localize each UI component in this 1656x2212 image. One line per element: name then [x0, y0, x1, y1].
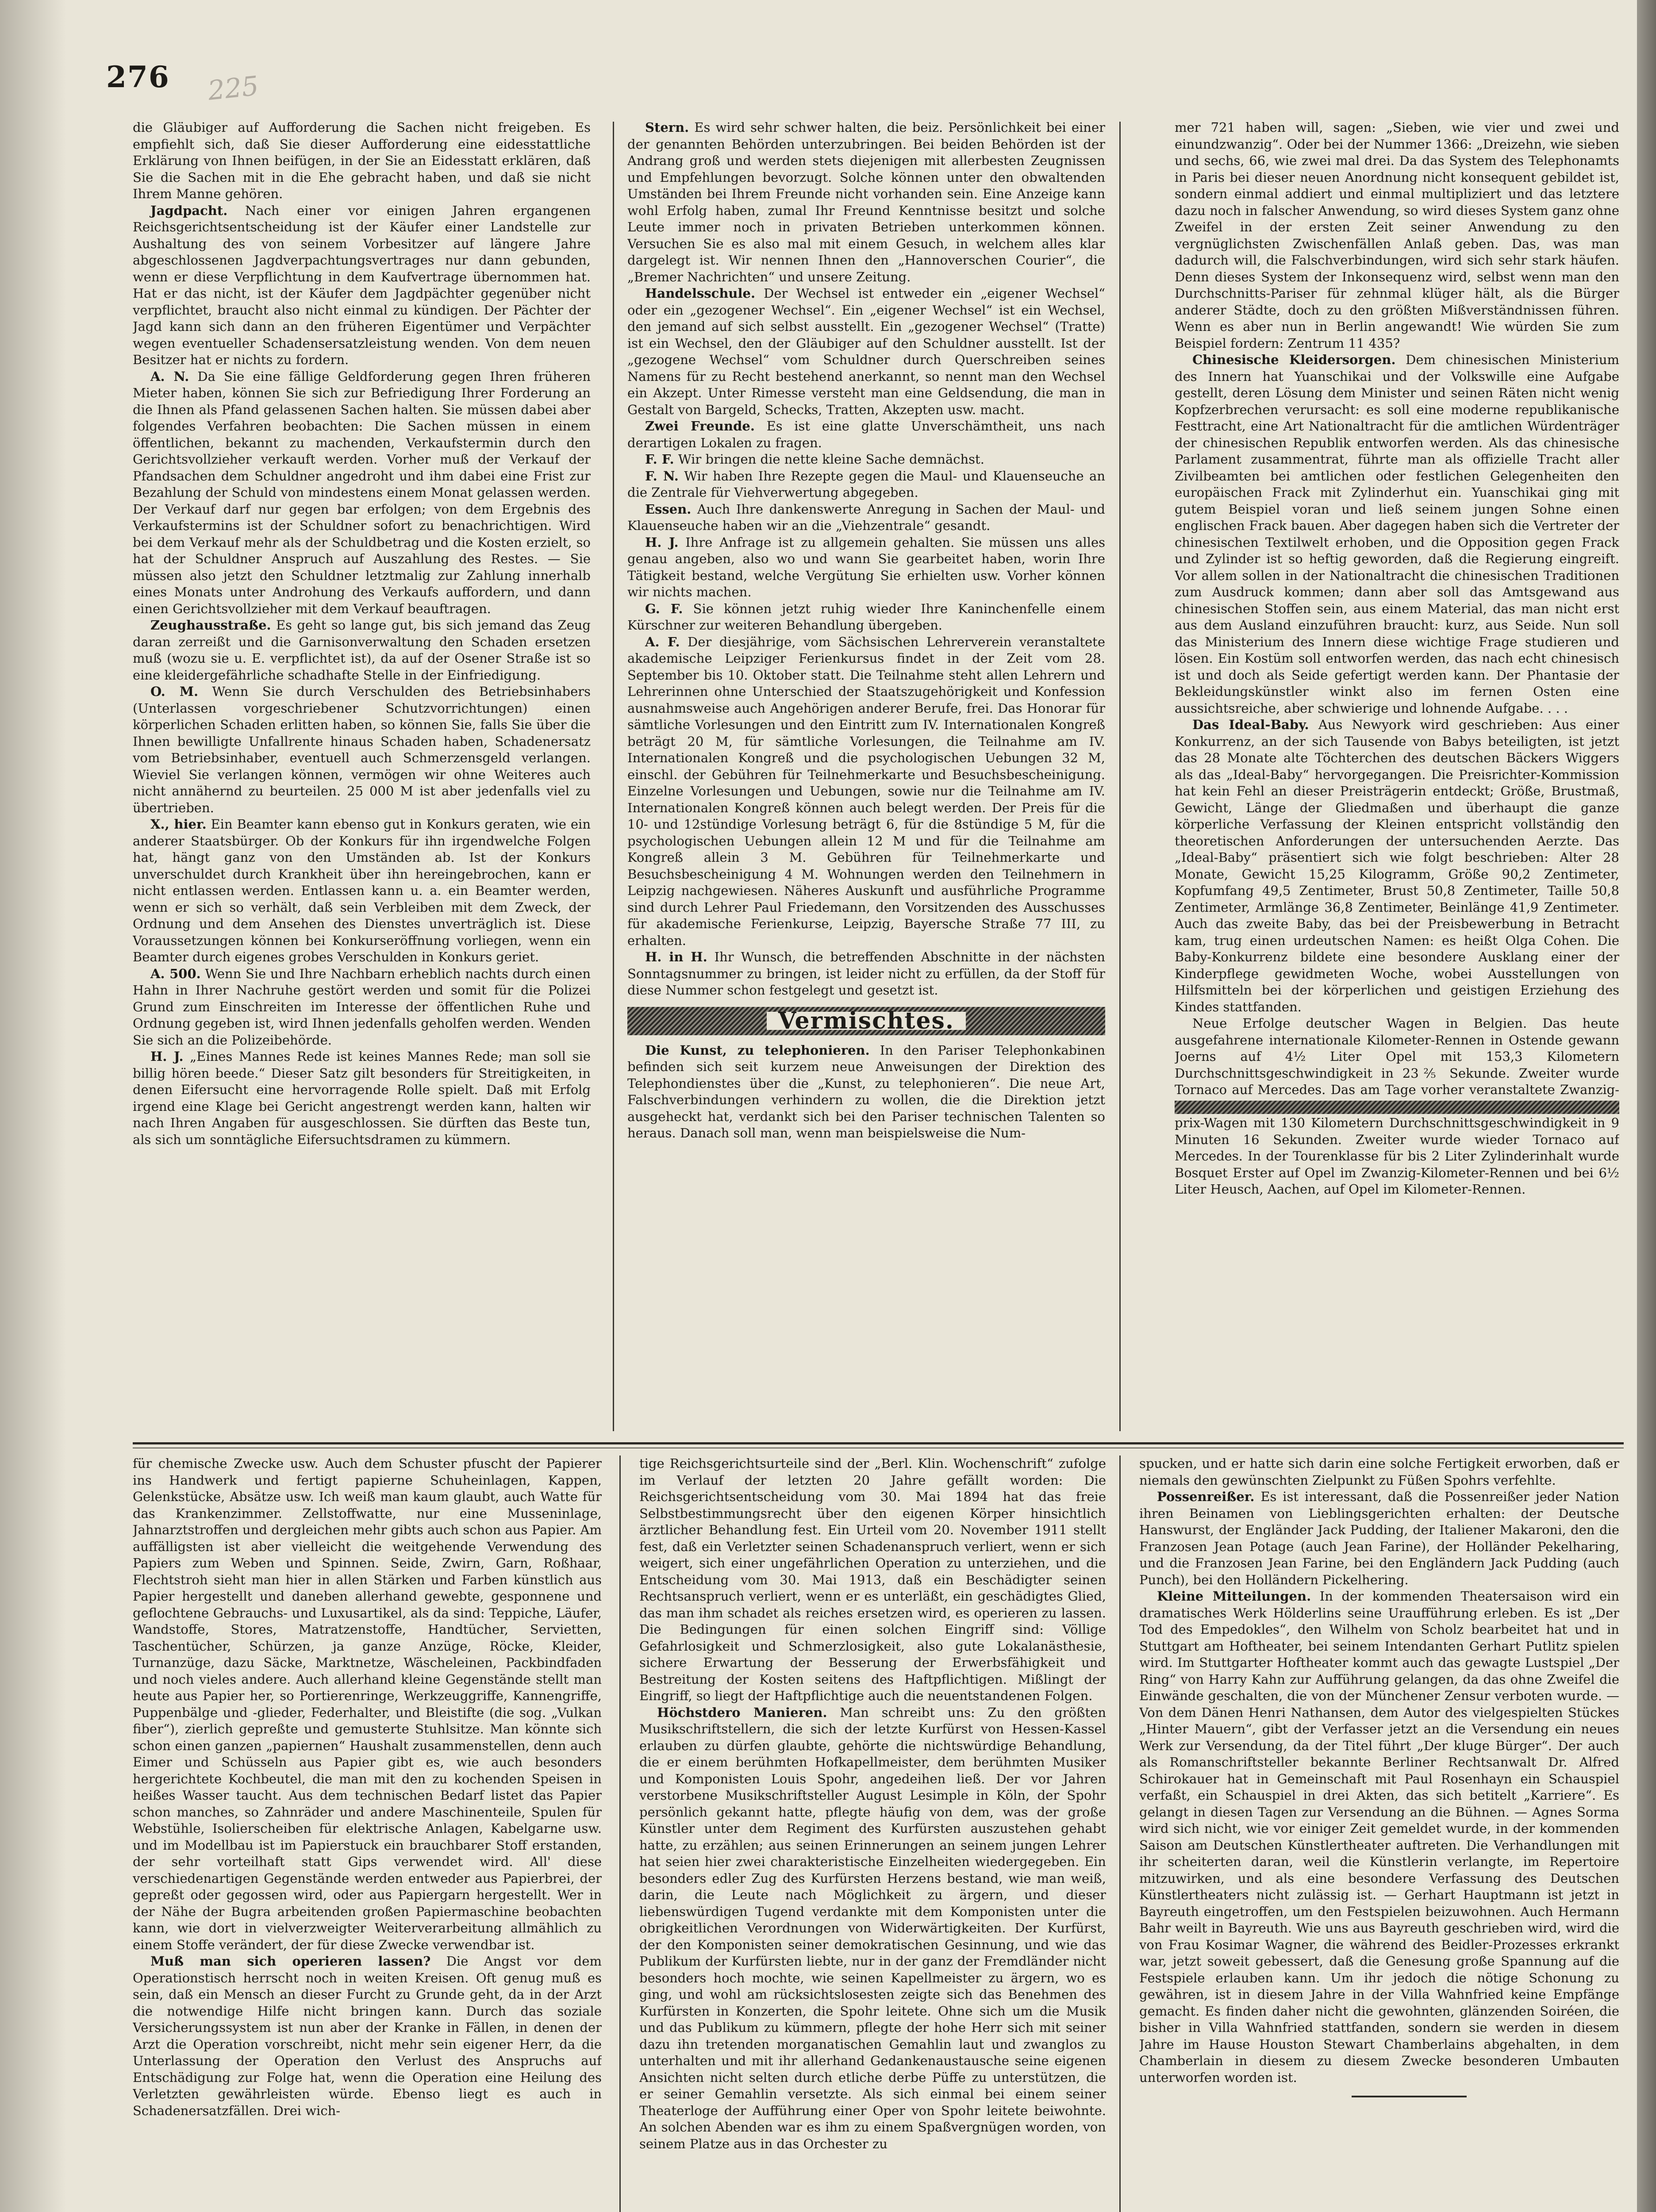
article-paragraph	[627, 468, 1105, 501]
lower-right-stream	[1139, 1455, 1619, 2086]
upper-left-column	[133, 119, 591, 1385]
paragraph-lead: Zwei Freunde.	[645, 419, 755, 434]
paragraph-lead: O. M.	[150, 684, 199, 699]
article-paragraph	[627, 285, 1105, 418]
article-paragraph	[627, 451, 1105, 468]
paragraph-text: mer 721 haben will, sagen: „Sieben, wie vier und zwei und einundzwanzig“. Oder bei der Nummer 1366: „Dreizehn, wie sieben und sechs, 66, wie zwei mal drei. Da das System des Telephonamts in Paris bei dieser neuen Anordnung nicht konsequent gebildet ist, sondern einmal addiert und einmal multipliziert und das letztere dazu noch in falscher Anwendung, so wird dieses System ganz ohne Zweifel in der ersten Zeit seiner Anwendung zu den vergnüglichsten Zwischenfällen Anlaß geben. Das, was man dadurch will, die Falschverbindungen, wird sich sehr stark häufen. Denn dieses System der Inkonsequenz wird, selbst wenn man den Durchschnitts-Pariser für zehnmal klüger hält, als die Bürger anderer Städte, doch zu den größten Mißverständnissen führen. Wenn es aber nun in Berlin angewandt! Wie würden Sie zum Beispiel fordern: Zentrum 11 435?	[1175, 120, 1619, 351]
paragraph-lead: Chinesische Kleidersorgen.	[1192, 352, 1396, 367]
article-paragraph	[133, 966, 591, 1049]
article-paragraph	[133, 1953, 602, 2119]
article-paragraph	[1175, 352, 1619, 717]
vermischtes-heading	[627, 1007, 1105, 1035]
column-rule-2	[1119, 122, 1121, 1431]
column-rule-1	[613, 122, 614, 1431]
article-paragraph	[133, 369, 591, 618]
article-paragraph	[627, 501, 1105, 534]
paragraph-text: Da Sie eine fällige Geldforderung gegen Ihren früheren Mieter haben, können Sie sich zur Befriedigung Ihrer Forderung an die Ihnen als Pfand gelassenen Sachen halten. Sie müssen dabei aber folgendes Verfahren beobachten: Die Sachen müssen in einem öffentlichen, bekannt zu machenden, Verkaufstermin durch den Gerichtsvollzieher verkauft werden. Vorher muß der Verkauf der Pfandsachen dem Schuldner angedroht und ihm dabei eine Frist zur Bezahlung der Schuld von mindestens einem Monat gelassen werden. Der Verkauf darf nur gegen bar erfolgen; von dem Ergebnis des Verkaufstermins ist der Schuldner sofort zu benachrichtigen. Wird bei dem Verkauf mehr als der Schuldbetrag und die Kosten erzielt, so hat der Schuldner Anspruch auf Auszahlung des Restes. — Sie müssen also jetzt den Schuldner letztmalig zur Zahlung innerhalb eines Monats unter Androhung des Verkaufs auffordern, und dann einen Gerichtsvollzieher mit dem Verkauf beauftragen.	[133, 369, 591, 616]
paragraph-lead: Handelsschule.	[645, 286, 756, 301]
upper-right-column	[1175, 119, 1619, 1420]
article-paragraph	[133, 1455, 602, 1953]
paragraph-lead: Essen.	[645, 501, 692, 517]
paragraph-text: spucken, und er hatte sich darin eine solche Fertigkeit erworben, daß er niemals den gewünschten Zielpunkt zu Füßen Spohrs verfehlte.	[1139, 1456, 1619, 1488]
paragraph-text: Der diesjährige, vom Sächsischen Lehrerverein veranstaltete akademische Leipziger Ferienkursus findet in der Zeit vom 28. September bis 10. Oktober statt. Die Teilnahme steht allen Lehrern und Lehrerinnen ohne Unterschied der Staatszugehörigkeit und Konfession ausnahmsweise auch Angehörigen anderer Berufe, frei. Das Honorar für sämtliche Vorlesungen und den Eintritt zum IV. Internationalen Kongreß beträgt 20 M, für sämtliche Vorlesungen, die Teilnahme am IV. Internationalen Kongreß und die psychologischen Uebungen 32 M, einschl. der Gebühren für Teilnehmerkarte und Besuchsbescheinigung. Einzelne Vorlesungen und Uebungen, sowie nur die Teilnahme am IV. Internationalen Kongreß können auch belegt werden. Der Preis für die 10- und 12stündige Vorlesung beträgt 6, für die 8stündige 5 M, für die psychologischen Uebungen allein 12 M und für die Teilnahme am Kongreß allein 3 M. Gebühren für Teilnehmerkarte und Besuchsbescheinigung 4 M. Wohnungen werden den Teilnehmern in Leipzig nachgewiesen. Näheres Auskunft und ausführliche Programme sind durch Lehrer Paul Friedemann, den Vorsitzenden des Ausschusses für akademische Ferienkurse, Leipzig, Bayersche Straße 77 III, zu erhalten.	[627, 634, 1105, 948]
answers-stream	[627, 119, 1105, 999]
article-paragraph	[627, 601, 1105, 634]
end-rule	[1352, 2096, 1467, 2097]
paragraph-lead: H. J.	[645, 534, 679, 550]
paragraph-text: Es ist interessant, daß die Possenreißer jeder Nation ihren Beinamen von Lieblingsgerichten erhalten: der Deutsche Hanswurst, der Engländer Jack Pudding, der Italiener Makaroni, den die Franzosen Jean Potage (auch Jean Farine), der Holländer Pekelharing, und die Franzosen Jean Farine, bei den Engländern Jack Pudding (auch Punch), bei den Holländern Pickelhering.	[1139, 1489, 1619, 1587]
telephone-article	[627, 1042, 1105, 1142]
paragraph-lead: Jagdpacht.	[150, 203, 228, 218]
paragraph-lead: Muß man sich operieren lassen?	[150, 1954, 431, 1969]
article-paragraph	[1139, 1588, 1619, 2086]
paragraph-text: In der kommenden Theatersaison wird ein dramatisches Werk Hölderlins seine Uraufführung erleben. Es ist „Der Tod des Empedokles“, den Wilhelm von Scholz bearbeitet hat und in Stuttgart am Hoftheater, bei seinem Intendanten Gerhart Putlitz spielen wird. Im Stuttgarter Hoftheater kommt auch das gewagte Lustspiel „Der Ring“ von Harry Kahn zur Aufführung gelangen, da das ohne Zweifel die Einwände geschalten, die von der Münchener Zensur verboten wurde. — Von dem Dänen Henri Nathansen, dem Autor des vielgespielten Stückes „Hinter Mauern“, gibt der Verfasser jetzt an die Versendung ein neues Werk zur Versendung, da der Titel führt „Der kluge Bürger“. Der auch als Romanschriftsteller bekannte Berliner Rechtsanwalt Dr. Alfred Schirokauer hat in Gemeinschaft mit Paul Rosenhayn ein Schauspiel verfaßt, ein Schauspiel in drei Akten, das sich betitelt „Karriere“. Es gelangt in diesen Tagen zur Versendung an die Bühnen. — Agnes Sorma wird sich nicht, wie vor einiger Zeit gemeldet wurde, in der kommenden Saison am Deutschen Künstlertheater auftreten. Die Verhandlungen mit ihr scheiterten daran, weil die Künstlerin verlangte, im Repertoire mitzuwirken, und als eine besondere Verfassung des Deutschen Künstlertheaters nicht zulässig ist. — Gerhart Hauptmann ist jetzt in Bayreuth eingetroffen, um den Festspielen beizuwohnen. Auch Hermann Bahr weilt in Bayreuth. Wie uns aus Bayreuth geschrieben wird, wird die von Frau Kosimar Wagner, die während des Beidler-Prozesses erkrankt war, jetzt soweit gebessert, daß die Genesung große Spannung auf die Festspiele erlauben kann. Um ihr jedoch die nötige Schonung zu gewähren, ist in diesem Jahre in der Villa Wahnfried keine Empfänge gemacht. Es finden daher nicht die gewohnten, glänzenden Soiréen, die bisher in Villa Wahnfried stattfanden, sondern sie werden in diesem Jahre im Hause Houston Stewart Chamberlains abgehalten, in dem Chamberlain in diesem zu diesem Zwecke besonderen Umbauten unterworfen worden ist.	[1139, 1589, 1619, 2085]
paragraph-text: Man schreibt uns: Zu den größten Musikschriftstellern, die sich der letzte Kurfürst von Hessen-Kassel erlauben zu dürfen glaubte, gehörte die nichtswürdige Behandlung, die er einem berühmten Hofkapellmeister, dem berühmten Musiker und Komponisten Louis Spohr, angedeihen ließ. Der vor Jahren verstorbene Musikschriftsteller August Lesimple in Köln, der Spohr persönlich gekannt hatte, pflegte häufig von dem, was der große Künstler unter dem Regiment des Kurfürsten auszustehen gehabt hatte, zu erzählen; aus seinen Erinnerungen an seinem jungen Lehrer hat seien hier zwei charakteristische Einzelheiten wiedergegeben. Ein besonders edler Zug des Kurfürsten Herzens bestand, wie man weiß, darin, die Leute nach Möglichkeit zu ärgern, und dieser liebenswürdigen Tugend verdankte mit dem Komponisten unter die obrigkeitlichen Verordnungen von Widerwärtigkeiten. Der Kurfürst, der den Komponisten seiner demokratischen Gesinnung, und wie das Publikum der Kurfürsten liebte, nur in der ganz der Fremdländer nicht besonders hoch mochte, wie seinen Kapellmeister zu ärgern, wo es ging, und wohl am rücksichtslosesten zeigte sich das Benehmen des Kurfürsten in Konzerten, die Spohr leitete. Ohne sich um die Musik und das Publikum zu kümmern, pflegte der hohe Herr sich mit seiner dazu ihn tretenden morganatischen Gemahlin laut und zwanglos zu unterhalten und mit ihr allerhand Gedankenaustausche seine eigenen Ansichten nicht selten durch etliche derbe Püffe zu unterstützen, die er seiner Gemahlin versetzte. Als sich einmal bei einem seiner Theaterloge der Aufführung einer Oper von Spohr leitete beiwohnte. An solchen Abenden war es ihm zu einem Spaßvergnügen worden, von seinem Platze aus in das Orchester zu	[639, 1705, 1106, 2151]
paragraph-lead: H. J.	[150, 1049, 184, 1064]
article-paragraph	[639, 1455, 1106, 1705]
vermischtes-title: Vermischtes.	[767, 1012, 966, 1030]
pencil-mark: 225	[206, 70, 260, 107]
paragraph-text: Wenn Sie durch Verschulden des Betriebsinhabers (Unterlassen vorgeschriebener Schutzvorrichtungen) einen körperlichen Schaden erlitten haben, so können Sie, falls Sie über die Ihnen bewilligte Unfallrente hinaus Schaden haben, Schadenersatz vom Betriebsinhaber, eventuell auch Schmerzensgeld verlangen. Wieviel Sie verlangen können, vermögen wir ohne Weiteres auch nicht annähernd zu beurteilen. 25 000 M ist aber jedenfalls viel zu übertrieben.	[133, 684, 591, 815]
article-paragraph	[133, 119, 591, 203]
article-paragraph	[133, 684, 591, 816]
paragraph-lead: F. N.	[645, 468, 679, 484]
article-paragraph	[627, 949, 1105, 999]
section-divider	[133, 1442, 1624, 1444]
article-paragraph	[627, 119, 1105, 285]
paragraph-text: In den Pariser Telephonkabinen befinden sich seit kurzem neue Anweisungen der Direktion des Telephondienstes über die „Kunst, zu telephonieren“. Die neue Art, Falschverbindungen verhindern zu wollen, die die Direktion jetzt ausgeheckt hat, verdankt sich bei den Pariser technischen Talenten so heraus. Danach soll man, wenn man beispielsweise die Num-	[627, 1042, 1105, 1141]
paragraph-lead: A. 500.	[150, 966, 201, 981]
article-paragraph	[133, 203, 591, 369]
article-paragraph	[1139, 1455, 1619, 1489]
paragraph-lead: G. F.	[645, 601, 683, 616]
article-paragraph	[627, 534, 1105, 601]
paragraph-lead: Stern.	[645, 120, 689, 135]
paragraph-text: Es ist eine glatte Unverschämtheit, uns nach derartigen Lokalen zu fragen.	[627, 419, 1105, 450]
paragraph-text: Ihr Wunsch, die betreffenden Abschnitte in der nächsten Sonntagsnummer zu bringen, ist leider nicht zu erfüllen, da der Stoff für diese Nummer schon festgelegt und gesetzt ist.	[627, 949, 1105, 998]
paragraph-text: Dem chinesischen Ministerium des Innern hat Yuanschikai und der Volkswille eine Aufgabe gestellt, deren Lösung dem Minister und seinen Räten nicht wenig Kopfzerbrechen verursacht: es soll eine moderne republikanische Festtracht, eine Art Nationaltracht für die amtlichen Würdenträger der chinesischen Republik entworfen werden. Als das chinesische Parlament zusammentrat, führte man als offizielle Tracht aller Zivilbeamten bei amtlichen oder festlichen Gelegenheiten den europäischen Frack mit Zylinderhut ein. Yuanschikai ging mit gutem Beispiel voran und ließ seinem jungen Sohne einen englischen Frack bauen. Aber dagegen haben sich die Vertreter der chinesischen Textilwelt erhoben, und die Opposition gegen Frack und Zylinder ist so heftig geworden, daß die Regierung eingreift. Vor allem sollen in der Nationaltracht die chinesischen Traditionen zum Ausdruck kommen; dann aber soll das Amtsgewand aus chinesischen Stoffen sein, aus einem Material, das man nicht erst aus dem Ausland einzuführen braucht: kurz, aus Seide. Nun soll das Ministerium des Innern diese wichtige Frage studieren und lösen. Ein Kostüm soll entworfen werden, das nach echt chinesisch ist und doch als Seide gefertigt werden kann. Der Phantasie der Bekleidungskünstler winkt also im fernen Osten eine aussichtsreiche, aber schwierige und lohnende Aufgabe. . . .	[1175, 352, 1619, 716]
spine-shadow	[0, 0, 66, 2212]
paragraph-lead: X., hier.	[150, 817, 207, 832]
paragraph-lead: F. F.	[645, 452, 674, 467]
paragraph-text: Wenn Sie und Ihre Nachbarn erheblich nachts durch einen Hahn in Ihrer Nachruhe gestört werden und somit für die Polizei Grund zum Einschreiten im Interesse der öffentlichen Ruhe und Ordnung gegeben ist, wird Ihnen jedenfalls geholfen werden. Wenden Sie sich an die Polizeibehörde.	[133, 966, 591, 1048]
paragraph-text: Aus Newyork wird geschrieben: Aus einer Konkurrenz, an der sich Tausende von Babys beteiligten, ist jetzt das 28 Monate alte Töchterchen des deutschen Bäckers Wiggers als das „Ideal-Baby“ hervorgegangen. Die Preisrichter-Kommission hat kein Fehl an dieser Preisträgerin entdeckt; Größe, Brustmaß, Gewicht, Länge der Gliedmaßen und überhaupt die ganze körperliche Verfassung der Kleinen entspricht vollständig den theoretischen Anforderungen der untersuchenden Aerzte. Das „Ideal-Baby“ präsentiert sich wie folgt beschrieben: Alter 28 Monate, Gewicht 15,25 Kilogramm, Größe 90,2 Zentimeter, Kopfumfang 49,5 Zentimeter, Brust 50,8 Zentimeter, Taille 50,8 Zentimeter, Armlänge 36,8 Zentimeter, Beinlänge 41,9 Zentimeter. Auch das zweite Baby, das bei der Preisbewerbung in Betracht kam, trug einen urdeutschen Namen: es heißt Olga Cohen. Die Baby-Konkurrenz bildete eine besondere Ausklang einer der Kinderpflege gewidmeten Woche, wobei Ausstellungen von Hilfsmitteln bei der körperlichen und geistigen Erziehung des Kindes stattfanden.	[1175, 717, 1619, 1014]
page-number: 276	[106, 60, 170, 94]
paragraph-text: Sie können jetzt ruhig wieder Ihre Kaninchenfelle einem Kürschner zur weiteren Behandlung übergeben.	[627, 601, 1105, 633]
lower-middle-column	[639, 1455, 1106, 2212]
paragraph-text: tige Reichsgerichtsurteile sind der „Berl. Klin. Wochenschrift“ zufolge im Verlauf der letzten 20 Jahre gefällt worden: Die Reichsgerichtsentscheidung vom 30. Mai 1894 hat das freie Selbstbestimmungsrecht über den eigenen Körper hinsichtlich ärztlicher Behandlung fest. Ein Urteil vom 20. November 1911 stellt fest, daß ein Verletzter seinen Schadenanspruch verliert, wenn er sich weigert, sich einer ungefährlichen Operation zu unterziehen, und die Entscheidung vom 30. Mai 1913, daß ein Beschädigter seinen Rechtsanspruch verliert, wenn er es unterläßt, ein geschädigtes Glied, das man ihm schadet als reiches ersetzen wird, es operieren zu lassen. Die Bedingungen für einen solchen Eingriff sind: Völlige Gefahrlosigkeit und Schmerzlosigkeit, also gute Lokalanästhesie, sichere Erwartung der Besserung der Erwerbsfähigkeit und Bestreitung der Kosten seitens des Haftpflichtigen. Mißlingt der Eingriff, so liegt der Haftpflichtige auch die neuentstandenen Folgen.	[639, 1456, 1106, 1703]
article-paragraph	[133, 816, 591, 966]
paragraph-text: „Eines Mannes Rede ist keines Mannes Rede; man soll sie billig hören beede.“ Dieser Satz gilt besonders für Streitigkeiten, in denen Eifersucht eine hervorragende Rolle spielt. Daß mit Erfolg irgend eine Klage bei Gericht angestrengt werden kann, halten wir nach Ihren Angaben für ausgeschlossen. Sie dürften das Beste tun, als sich um sonntägliche Eifersuchtsdramen zu kümmern.	[133, 1049, 591, 1147]
paragraph-text: Wir bringen die nette kleine Sache demnächst.	[678, 452, 984, 467]
column-rule-4	[1119, 1455, 1121, 2212]
decorative-band	[1175, 1101, 1619, 1114]
paragraph-lead: H. in H.	[645, 949, 707, 964]
lower-left-column	[133, 1455, 602, 2212]
paragraph-text: Wir haben Ihre Rezepte gegen die Maul- und Klauenseuche an die Zentrale für Viehverwertung abgegeben.	[627, 468, 1105, 500]
article-paragraph	[627, 634, 1105, 949]
article-paragraph	[133, 617, 591, 684]
paragraph-text: Ein Beamter kann ebenso gut in Konkurs geraten, wie ein anderer Staatsbürger. Ob der Konkurs für ihn irgendwelche Folgen hat, hängt ganz von den Umständen ab. Ist der Konkurs unverschuldet durch Krankheit über ihn hereingebrochen, kann er nicht entlassen werden. Entlassen kann u. a. ein Beamter werden, wenn er sich so verhält, daß sein Verbleiben mit dem Zweck, der Ordnung und dem Ansehen des Dienstes unverträglich ist. Diese Voraussetzungen können bei Konkurseröffnung vorliegen, wenn ein Beamter durch eigenes grobes Verschulden in Konkurs geriet.	[133, 817, 591, 964]
paragraph-text: Die Angst vor dem Operationstisch herrscht noch in weiten Kreisen. Oft genug muß es sein, daß ein Mensch an dieser Furcht zu Grunde geht, da in der Arzt die notwendige Hilfe nicht bringen kann. Durch das soziale Versicherungssystem ist nun aber der Kranke in Fällen, in denen der Arzt die Operation vorschreibt, nicht mehr sein eigener Herr, da die Unterlassung der Operation den Verlust des Anspruchs auf Entschädigung zur Folge hat, wenn die Operation eine Heilung des Verletzten gewährleisten würde. Ebenso liegt es auch in Schadenersatzfällen. Drei wich-	[133, 1954, 602, 2118]
article-paragraph	[1175, 119, 1619, 352]
upper-middle-column	[627, 119, 1105, 1436]
article-paragraph	[627, 1042, 1105, 1142]
paragraph-lead: Kleine Mitteilungen.	[1157, 1589, 1311, 1604]
page-edge	[1637, 0, 1656, 2212]
paragraph-text: für chemische Zwecke usw. Auch dem Schuster pfuscht der Papierer ins Handwerk und fertigt papierne Schuheinlagen, Kappen, Gelenkstücke, Absätze usw. Ich weiß man kaum glaubt, auch Watte für das Krankenzimmer. Zellstoffwatte, nur eine Musseninlage, Jahnarztstroffen und dergleichen mehr gibts auch schon aus Papier. Am auffälligsten ist aber vielleicht die weitgehende Verwendung des Papiers zum Weben und Spinnen. Seide, Zwirn, Garn, Roßhaar, Flechtstroh sieht man hier in allen Stärken und Farben künstlich aus Papier hergestellt und daneben allerhand gewebte, gesponnene und geflochtene Gebrauchs- und Luxusartikel, als da sind: Teppiche, Läufer, Wandstoffe, Stores, Matratzenstoffe, Handtücher, Servietten, Taschentücher, Schürzen, ja ganze Anzüge, Röcke, Kleider, Turnanzüge, dazu Säcke, Marktnetze, Wäscheleinen, Packbindfaden und noch vieles andere. Auch allerhand kleine Gegenstände stellt man heute aus Papier her, so Portierenringe, Werkzeuggriffe, Kannengriffe, Puppenbälge und -glieder, Federhalter, und Bleistifte (die sog. „Vulkan fiber“), zierlich gepreßte und gemusterte Stuhlsitze. Man könnte sich schon einen ganzen „papiernen“ Haushalt zusammenstellen, denn auch Eimer und Schüsseln aus Papier gibt es, wie auch besonders hergerichtete Kochbeutel, die man mit den zu kochenden Speisen in heißes Wasser taucht. Aus dem technischen Bedarf listet das Papier schon manches, so Zahnräder und andere Maschinenteile, Spulen für Webstühle, Isolierscheiben für elektrische Anlagen, Kabelgarne usw. und im Modellbau ist im Papierstuck ein brauchbarer Stoff erstanden, der sehr vorteilhaft statt Gips verwendet wird. All' diese verschiedenartigen Gegenstände werden entweder aus Papierbrei, der gepreßt oder gegossen wird, oder aus Papiergarn hergestellt. Wer in der Nähe der Bugra arbeitenden großen Papiermaschine beobachten kann, wie dort in vielverzweigter Weiterverarbeitung allmählich zu einem Stoffe verändert, der für diese Zwecke verwendbar ist.	[133, 1456, 602, 1952]
article-paragraph	[639, 1705, 1106, 2153]
paragraph-lead: Das Ideal-Baby.	[1192, 717, 1309, 732]
article-paragraph	[1175, 717, 1619, 1015]
paragraph-text: Nach einer vor einigen Jahren ergangenen Reichsgerichtsentscheidung ist der Käufer einer Landstelle zur Aushaltung des von seinem Vorbesitzer auf längere Jahre abgeschlossenen Jagdverpachtungsvertrages nur dann gebunden, wenn er diese Verpflichtung in dem Kaufvertrage übernommen hat. Hat er das nicht, ist der Käufer dem Jagdpächter gegenüber nicht verpflichtet, braucht also nicht einmal zu kündigen. Der Pächter der Jagd kann sich dann an den früheren Eigentümer und Verpächter wegen eventueller Schadensersatzleistung wenden. Von dem neuen Besitzer hat er nichts zu fordern.	[133, 203, 591, 367]
paragraph-text: Neue Erfolge deutscher Wagen in Belgien. Das heute ausgefahrene internationale Kilometer-Rennen in Ostende gewann Joerns auf 4½ Liter Opel mit 153,3 Kilometern Durchschnittsgeschwindigkeit in 23⅖ Sekunde. Zweiter wurde Tornaco auf Mercedes. Das am Tage vorher veranstaltete Zwanzig- prix-Wagen mit 130 Kilometern Durchschnittsgeschwindigkeit in 9 Minuten 16 Sekunden. Zweiter wurde wieder Tornaco auf Mercedes. In der Tourenklasse für bis 2 Liter Zylinderinhalt wurde Bosquet Erster auf Opel im Zwanzig-Kilometer-Rennen und bei 6½ Liter Heusch, Aachen, auf Opel im Kilometer-Rennen.	[1175, 1016, 1619, 1197]
paragraph-text: Der Wechsel ist entweder ein „eigener Wechsel“ oder ein „gezogener Wechsel“. Ein „eigener Wechsel“ ist ein Wechsel, den jemand auf sich selbst ausstellt. Ein „gezogener Wechsel“ (Tratte) ist ein Wechsel, den der Gläubiger auf den Schuldner ausstellt. Ist der „gezogene Wechsel“ vom Schuldner durch Querschreiben seines Namens für zu Recht bestehend anerkannt, so nennt man den Wechsel ein Akzept. Unter Rimesse versteht man eine Geldsendung, die man in Gestalt von Bargeld, Schecks, Tratten, Akzepten usw. macht.	[627, 286, 1105, 417]
paragraph-lead: A. F.	[645, 634, 680, 649]
paragraph-text: Auch Ihre dankenswerte Anregung in Sachen der Maul- und Klauenseuche haben wir an die „Viehzentrale“ gesandt.	[627, 501, 1105, 533]
column-rule-3	[619, 1455, 621, 2212]
article-paragraph	[133, 1048, 591, 1148]
article-paragraph	[627, 418, 1105, 451]
paragraph-lead: Zeughausstraße.	[150, 618, 271, 633]
paragraph-text: Ihre Anfrage ist zu allgemein gehalten. Sie müssen uns alles genau angeben, also wo und wann Sie gearbeitet haben, worin Ihre Tätigkeit bestand, welche Vergütung Sie erhielten usw. Vorher können wir nichts machen.	[627, 534, 1105, 599]
paragraph-text: Es geht so lange gut, bis sich jemand das Zeug daran zerreißt und die Garnisonverwaltung den Schaden ersetzen muß (wozu sie u. E. verpflichtet ist), da auf der Osener Straße ist so eine kleidergefährliche schadhafte Stelle in der Einfriedigung.	[133, 618, 591, 683]
paragraph-lead: Die Kunst, zu telephonieren.	[645, 1042, 870, 1058]
lower-right-column	[1139, 1455, 1619, 2212]
paragraph-text: die Gläubiger auf Aufforderung die Sachen nicht freigeben. Es empfiehlt sich, daß Sie dieser Aufforderung eine eidesstattliche Erklärung von Ihnen beifügen, in der Sie an Eidesstatt erklären, daß Sie die Sachen mit in die Ehe gebracht haben, und daß sie nicht Ihrem Manne gehören.	[133, 120, 591, 201]
paragraph-lead: Possenreißer.	[1157, 1489, 1255, 1504]
paragraph-lead: Höchstdero Manieren.	[657, 1705, 827, 1720]
article-paragraph	[1139, 1489, 1619, 1588]
paragraph-text: Es wird sehr schwer halten, die beiz. Persönlichkeit bei einer der genannten Behörden unterzubringen. Bei beiden Behörden ist der Andrang groß und werden stets diejenigen mit allerbesten Zeugnissen und Empfehlungen bevorzugt. Solche können unter den obwaltenden Umständen bei Ihrem Freunde nicht vorhanden sein. Eine Anzeige kann wohl Erfolg haben, zumal Ihr Freund Kenntnisse besitzt und solche Leute immer noch in privaten Betrieben unterkommen können. Versuchen Sie es also mal mit einem Gesuch, in welchem alles klar dargelegt ist. Wir nennen Ihnen den „Hannoverschen Courier“, die „Bremer Nachrichten“ und unsere Zeitung.	[627, 120, 1105, 284]
paragraph-lead: A. N.	[150, 369, 189, 384]
